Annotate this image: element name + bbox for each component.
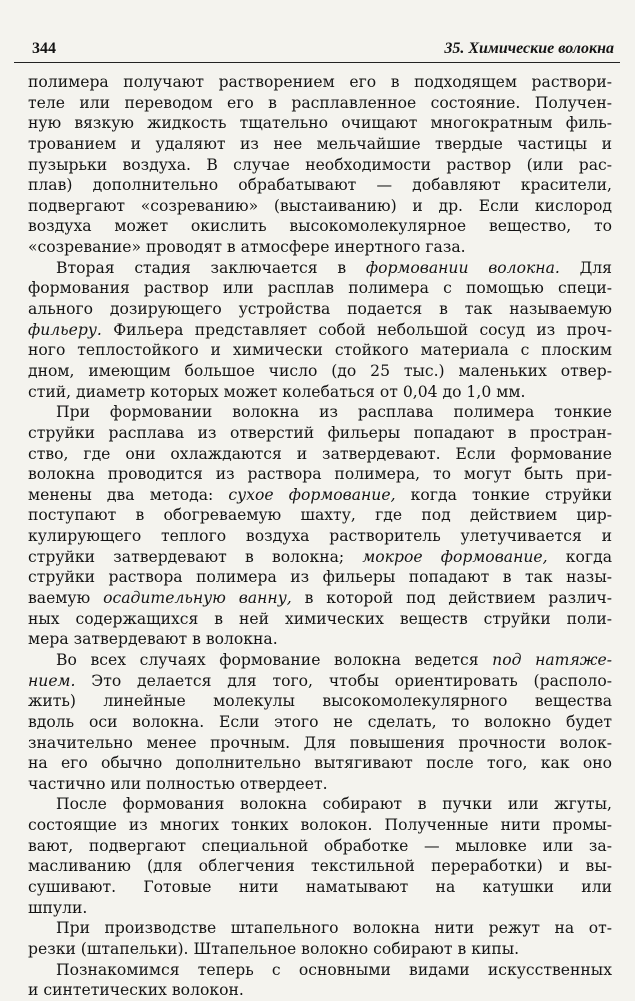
text-run: масливанию (для облегчения текстильной переработки) и вы- — [28, 857, 612, 876]
text-run: резки (штапельки). Штапельное волокно собирают в кипы. — [28, 939, 520, 958]
text-run: значительно менее прочным. Для повышения прочности волок- — [28, 733, 612, 752]
text-line — [28, 402, 612, 423]
body-text — [28, 72, 612, 1001]
text-run: когда — [547, 547, 612, 566]
paragraph — [28, 258, 612, 402]
text-line — [28, 609, 612, 630]
text-line — [28, 340, 612, 361]
text-line — [28, 877, 612, 898]
paragraph — [28, 960, 612, 1001]
text-run: волокна проводится из раствора полимера, то могут быть при- — [28, 465, 612, 484]
text-run: Во всех случаях формование волокна ведется — [56, 650, 493, 669]
page-header — [14, 38, 620, 63]
emphasis-term: под натяже- — [492, 650, 612, 669]
text-run: пузырьки воздуха. В случае необходимости раствор (или рас- — [28, 155, 612, 174]
text-line — [28, 733, 612, 754]
text-line — [28, 836, 612, 857]
text-run: «созревание» проводят в атмосфере инертного газа. — [28, 238, 466, 257]
text-run: мера затвердевают в волокна. — [28, 630, 278, 649]
text-line — [28, 320, 612, 341]
text-run: сушивают. Готовые нити наматывают на катушки или — [28, 877, 612, 896]
text-run: вдоль оси волокна. Если этого не сделать, то волокно будет — [28, 712, 612, 731]
text-run: поступают в обогреваемую шахту, где под действием цир- — [28, 506, 612, 525]
text-line — [28, 856, 612, 877]
text-line — [28, 361, 612, 382]
emphasis-term: сухое формование, — [228, 485, 396, 504]
text-line — [28, 567, 612, 588]
text-line — [28, 196, 612, 217]
text-line — [28, 155, 612, 176]
paragraph — [28, 72, 612, 258]
text-run: воздуха может окислить высокомолекулярное вещество, то — [28, 217, 612, 236]
text-run: При производстве штапельного волокна нити режут на от- — [56, 919, 612, 938]
text-line — [28, 93, 612, 114]
text-run: ную вязкую жидкость тщательно очищают многократным филь- — [28, 114, 612, 133]
text-run: полимера получают растворением его в подходящем раствори- — [28, 73, 612, 91]
text-run: частично или полностью отвердеет. — [28, 774, 328, 793]
text-line — [28, 547, 612, 568]
text-run: ального дозирующего устройства подается в так называемую — [28, 300, 612, 319]
text-run: струйки раствора полимера из фильеры попадают в так назы- — [28, 568, 612, 587]
page-number: 344 — [32, 40, 56, 57]
text-line — [28, 671, 612, 692]
text-line — [28, 960, 612, 981]
text-run: и синтетических волокон. — [28, 981, 244, 1000]
text-run: При формовании волокна из расплава полимера тонкие — [56, 403, 612, 422]
text-run: трованием и удаляют из нее мельчайшие твердые частицы и — [28, 134, 612, 153]
text-run: шпули. — [28, 898, 88, 917]
text-line — [28, 794, 612, 815]
text-line — [28, 898, 612, 919]
text-line — [28, 774, 612, 795]
paragraph — [28, 650, 612, 794]
text-run: ного теплостойкого и химически стойкого материала с плоским — [28, 341, 612, 360]
text-line — [28, 113, 612, 134]
text-line — [28, 815, 612, 836]
emphasis-term: мокрое формование, — [362, 547, 548, 566]
text-line — [28, 939, 612, 960]
text-line — [28, 753, 612, 774]
text-run: кулирующего теплого воздуха растворитель улетучивается и — [28, 527, 612, 546]
text-line — [28, 72, 612, 93]
text-run: формования раствор или расплав полимера с помощью специ- — [28, 279, 612, 298]
text-run: струйки затвердевают в волокна; — [28, 547, 363, 566]
emphasis-term: осадительную ванну, — [103, 589, 292, 608]
text-line — [28, 980, 612, 1001]
text-line — [28, 629, 612, 650]
text-line — [28, 650, 612, 671]
text-line — [28, 505, 612, 526]
text-run: ство, где они охлаждаются и затвердевают. Если формование — [28, 444, 612, 463]
text-run: Это делается для того, чтобы ориентировать (располо- — [75, 671, 612, 690]
text-line — [28, 278, 612, 299]
text-run: менены два метода: — [28, 485, 229, 504]
text-run: Познакомимся теперь с основными видами искусственных — [56, 960, 612, 979]
text-line — [28, 258, 612, 279]
text-line — [28, 918, 612, 939]
paragraph — [28, 918, 612, 959]
text-run: ваемую — [28, 589, 104, 608]
text-line — [28, 299, 612, 320]
text-run: подвергают «созреванию» (выстаиванию) и др. Если кислород — [28, 196, 612, 215]
text-run: После формования волокна собирают в пучки или жгуты, — [56, 795, 612, 814]
running-head: 35. Химические волокна — [444, 40, 614, 57]
text-line — [28, 237, 612, 258]
text-run: состоящие из многих тонких волокон. Полученные нити промы- — [28, 816, 612, 835]
text-line — [28, 526, 612, 547]
text-run: ных содержащихся в ней химических веществ струйки поли- — [28, 609, 612, 628]
text-run: стий, диаметр которых может колебаться от 0,04 до 1,0 мм. — [28, 382, 526, 401]
emphasis-term: нием. — [28, 671, 76, 690]
text-run: в которой под действием различ- — [291, 589, 612, 608]
text-line — [28, 382, 612, 403]
text-run: когда тонкие струйки — [395, 485, 612, 504]
text-line — [28, 134, 612, 155]
text-run: вают, подвергают специальной обработке — мыловке или за- — [28, 836, 612, 855]
text-line — [28, 464, 612, 485]
text-run: струйки расплава из отверстий фильеры попадают в простран- — [28, 423, 612, 442]
text-line — [28, 423, 612, 444]
text-run: жить) линейные молекулы высокомолекулярного вещества — [28, 692, 612, 711]
text-line — [28, 444, 612, 465]
text-line — [28, 216, 612, 237]
paragraph — [28, 794, 612, 918]
emphasis-term: формовании волокна. — [365, 258, 560, 277]
text-run: на его обычно дополнительно вытягивают после того, как оно — [28, 754, 612, 773]
text-line — [28, 588, 612, 609]
text-line — [28, 691, 612, 712]
text-run: Для — [559, 258, 612, 277]
text-run: Фильера представляет собой небольшой сосуд из проч- — [101, 320, 612, 339]
emphasis-term: фильеру. — [28, 320, 102, 339]
text-line — [28, 712, 612, 733]
text-line — [28, 485, 612, 506]
paragraph — [28, 402, 612, 650]
text-run: плав) дополнительно обрабатывают — добавляют красители, — [28, 176, 612, 195]
text-run: дном, имеющим большое число (до 25 тыс.) маленьких отвер- — [28, 361, 612, 380]
text-run: Вторая стадия заключается в — [56, 258, 366, 277]
text-run: теле или переводом его в расплавленное состояние. Получен- — [28, 93, 612, 112]
text-line — [28, 175, 612, 196]
